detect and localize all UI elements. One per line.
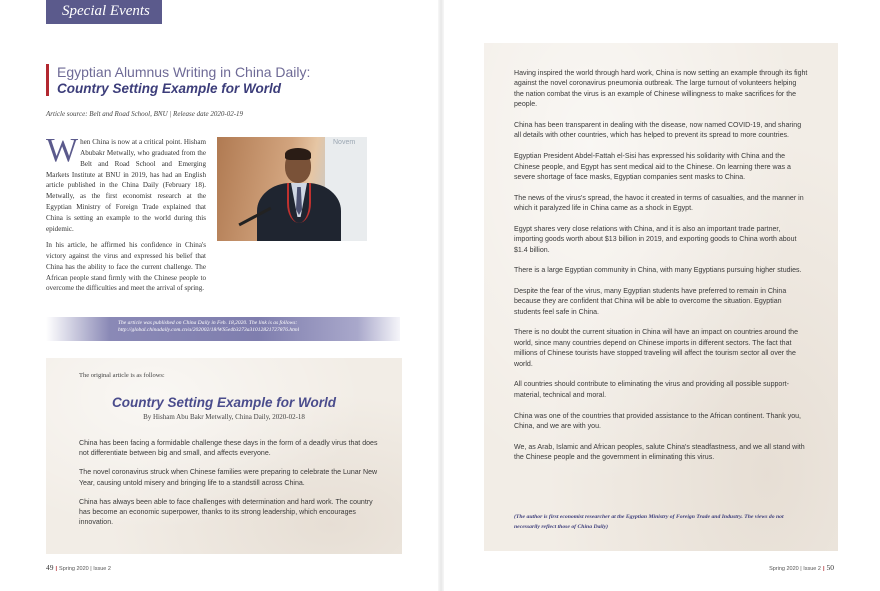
photo-screen-text: Novem xyxy=(333,139,356,146)
article-paragraph: Egypt shares very close relations with China, and it is also an important trade partner, importing goods worth about $13 billion in 2019, and exporting goods to China worth about $1.4 billion. xyxy=(514,225,797,254)
article-paragraph: China has always been able to face challenges with determination and hard work. The country has become an economic superpower, thanks to its strong leadership, which encourages innovation. xyxy=(79,498,373,527)
original-article-box xyxy=(46,358,402,554)
page-number-right: 50 xyxy=(826,563,834,572)
article-paragraph: There is a large Egyptian community in China, with many Egyptians pursuing higher studies. xyxy=(514,267,802,275)
article-paragraph: China has been transparent in dealing with the disease, now named COVID-19, and sharing all details with other countries, which has helped to prevent its spread to more countries. xyxy=(514,122,802,140)
article-paragraph: Having inspired the world through hard work, China is now setting an example through its fight against the novel coronavirus pneumonia outbreak. The large turnout of volunteers helping the nation combat the virus is an example of Chinese willingness to make sacrifices for the people. xyxy=(514,70,808,109)
article-paragraph: All countries should contribute to eliminating the virus and providing all possible support-material, technical and moral. xyxy=(514,381,789,399)
photo-figure-lanyard xyxy=(287,183,311,223)
publication-note-line-1: The article was published on China Daily in Feb. 18,2020. The link is as follows: xyxy=(118,320,298,326)
continued-article-box xyxy=(484,43,838,551)
issue-label-left: Spring 2020 | Issue 2 xyxy=(59,566,111,572)
intro-paragraph-text: hen China is now at a critical point. Hisham Abubakr Metwally, who graduated from the Belt and Road School and Emerging Markets Institute at BNU in 2019, has had an English article published in the China Daily (February 18). Metwally, as the first economist research at the Egyptian Ministry of Foreign Trade explained that China is setting an example to the world during this epidemic. xyxy=(46,138,206,233)
article-paragraph: The novel coronavirus struck when Chinese families were preparing to celebrate the Lunar New Year, causing untold misery and bringing life to a standstill across China. xyxy=(79,469,378,487)
intro-paragraph xyxy=(46,132,206,235)
article-paragraph: We, as Arab, Islamic and African peoples, salute China's steadfastness, and we all stand with the Chinese people and the government in eliminating this virus. xyxy=(514,443,805,462)
author-disclaimer: (The author is first economist researcher at the Egyptian Ministry of Foreign Trade and Industry. The views do not necessarily reflect those of China Daily) xyxy=(514,514,784,530)
publication-note xyxy=(46,317,400,341)
article-source: Article source: Belt and Road School, BNU | Release date 2020-02-19 xyxy=(46,110,244,118)
title-line-2: Country Setting Example for World xyxy=(57,81,282,96)
article-paragraph: There is no doubt the current situation in China will have an impact on countries around the world, since many countries depend on Chinese imports in different sectors. The fact that millions of Chinese tourists have stopped traveling will affect the tourism sector all over the world. xyxy=(514,329,798,368)
article-paragraph: Despite the fear of the virus, many Egyptian students have preferred to remain in China because they are confident that China will be able to overcome the situation. Egyptian students feel safe in China. xyxy=(514,287,787,316)
folio-separator: | xyxy=(55,566,58,572)
page-gutter xyxy=(438,0,444,591)
title-line-1: Egyptian Alumnus Writing in China Daily: xyxy=(57,64,311,80)
intro-text xyxy=(46,132,206,235)
original-article-label: The original article is as follows: xyxy=(79,372,165,379)
article-paragraph: China was one of the countries that provided assistance to the African continent. Thank you, China, and we are with you. xyxy=(514,412,802,431)
original-article-title: Country Setting Example for World xyxy=(111,395,336,410)
original-article-body xyxy=(79,439,384,529)
folio-separator: | xyxy=(822,566,825,572)
article-paragraph: The news of the virus's spread, the havoc it created in terms of casualties, and the manner in which it paralyzed life in China came as a shock in Egypt. xyxy=(514,194,804,213)
original-article-byline: By Hisham Abu Bakr Metwally, China Daily, 2020-02-18 xyxy=(143,413,305,421)
author-photo xyxy=(217,137,367,241)
article-title xyxy=(46,64,386,96)
drop-cap: W xyxy=(46,132,79,169)
continued-article-body xyxy=(514,69,808,464)
article-paragraph: China has been facing a formidable challenge these days in the form of a deadly virus that does not differentiate between big and small, and affects everyone. xyxy=(79,440,378,458)
folio-left xyxy=(46,563,111,572)
publication-note-link[interactable]: http://global.chinadaily.com.cn/a/202002/18/WS5e4b3273a31012821727876.html xyxy=(118,327,300,333)
page-number-left: 49 xyxy=(46,563,54,572)
article-paragraph: Egyptian President Abdel-Fattah el-Sisi has expressed his solidarity with China and the Chinese people, and Egypt has sent medical aid to the Chinese. On learning there was a severe shortage of face masks, Egyptian companies sent masks to China. xyxy=(514,153,791,181)
body-paragraph: In his article, he affirmed his confidence in China's victory against the virus and expressed his belief that China has the ability to face the current challenge. The African people stand firmly with the Chinese people to overcome the difficulties and meet the arrival of spring. xyxy=(46,241,206,293)
issue-label-right: Spring 2020 | Issue 2 xyxy=(769,566,821,572)
photo-figure-hair xyxy=(285,148,311,160)
folio-right xyxy=(769,563,834,572)
section-tab: Special Events xyxy=(46,0,162,24)
